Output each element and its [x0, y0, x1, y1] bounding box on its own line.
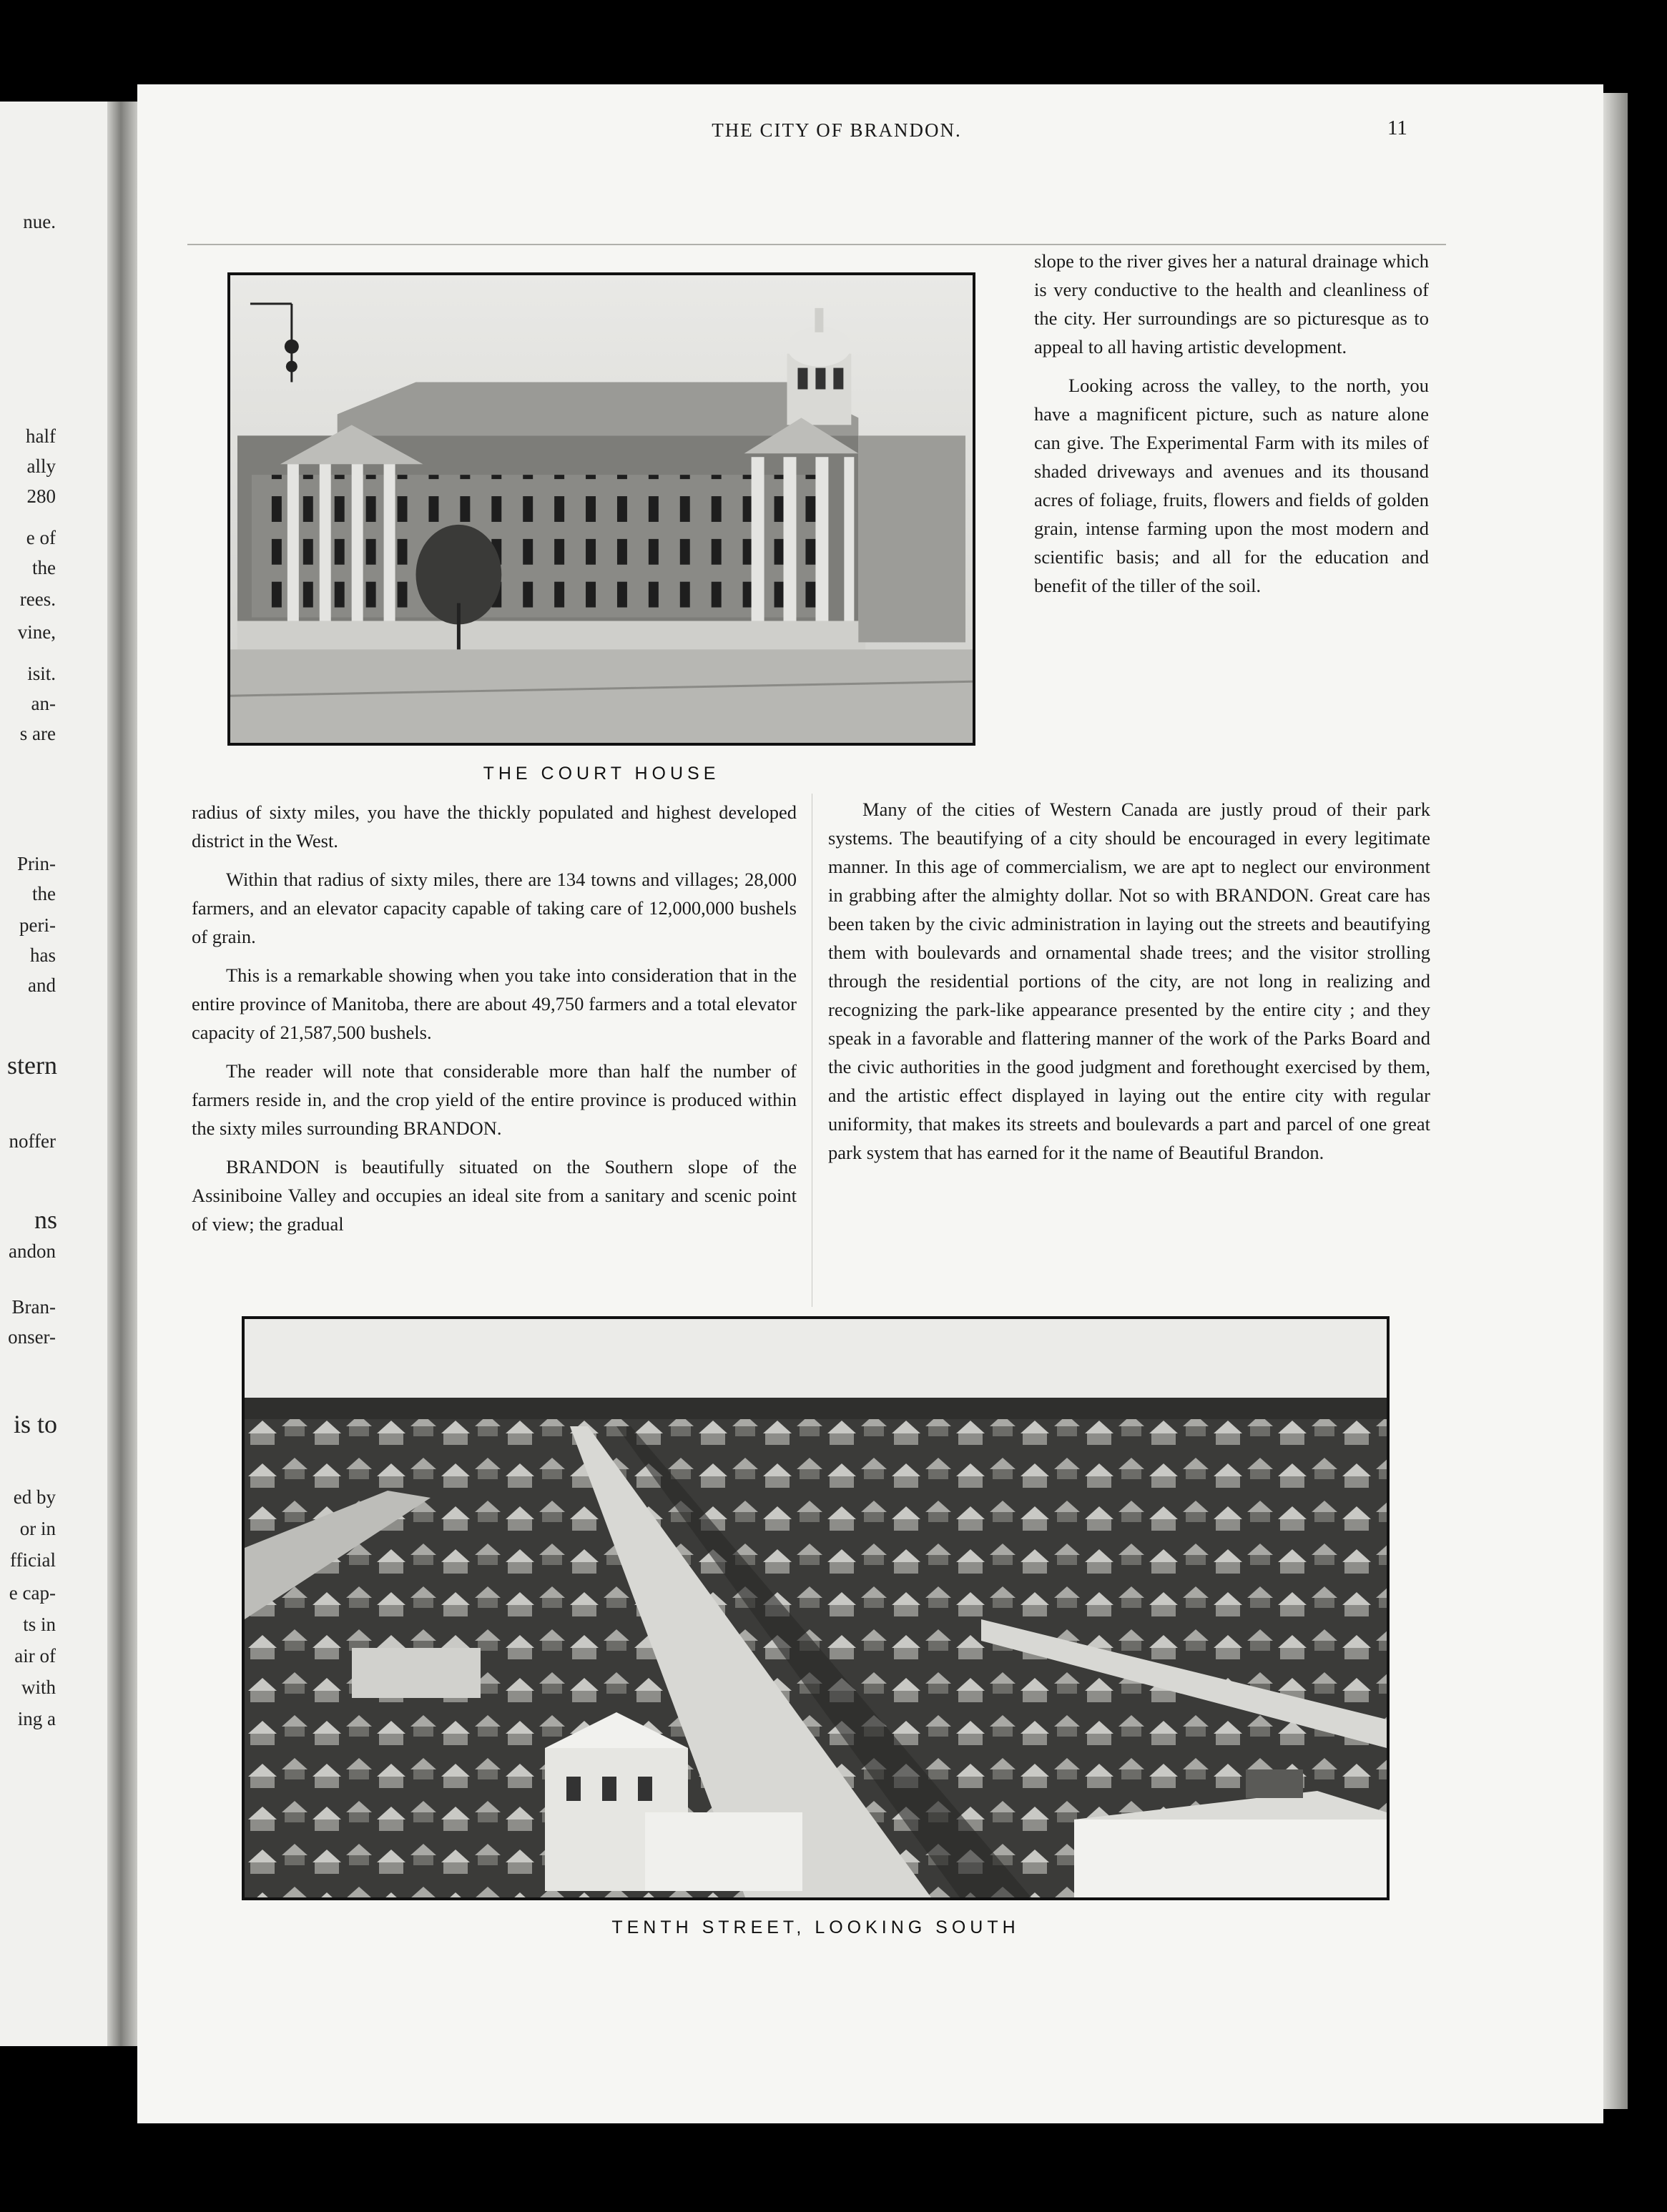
previous-page-fragment: [0, 522, 107, 553]
previous-page-fragment: [0, 939, 107, 971]
court-house-caption: THE COURT HOUSE: [483, 764, 720, 784]
previous-page-fragment: [0, 1408, 107, 1440]
previous-page-fragment: [0, 878, 107, 909]
previous-page-fragment: [0, 1544, 107, 1576]
header-rule: [187, 244, 1446, 245]
previous-page-fragment: [0, 1204, 107, 1235]
paragraph: radius of sixty miles, you have the thickly populated and highest developed district in the West.: [192, 801, 797, 851]
fragment-text: e of: [26, 527, 56, 548]
previous-page-fragment: [0, 1703, 107, 1734]
left-column: [192, 798, 797, 1248]
fragment-text: air of: [14, 1645, 56, 1667]
previous-page-fragment: [0, 480, 107, 512]
previous-page-fragment: [0, 552, 107, 583]
fragment-text: ed by: [13, 1486, 56, 1508]
previous-page-fragment: [0, 848, 107, 879]
fragment-text: andon: [9, 1240, 56, 1262]
fragment-text: ns: [34, 1205, 57, 1234]
fragment-text: onser-: [8, 1326, 56, 1348]
fragment-text: Prin-: [17, 853, 56, 874]
paragraph: The reader will note that considerable more than half the number of farmers reside in, and the crop yield of the entire province is produced within the sixty miles surrounding BRANDON.: [192, 1060, 797, 1139]
fragment-text: s are: [19, 723, 56, 744]
fragment-text: vine,: [17, 621, 56, 643]
previous-page-fragment: [0, 1609, 107, 1640]
fragment-text: stern: [7, 1051, 57, 1080]
fragment-text: rees.: [19, 588, 56, 610]
fragment-text: 280: [26, 485, 56, 507]
previous-page-fragment: [0, 1481, 107, 1513]
previous-page-fragment: [0, 1672, 107, 1703]
previous-page-fragment: [0, 450, 107, 482]
previous-page-fragment: [0, 420, 107, 452]
book-gutter: [107, 102, 137, 2046]
fragment-text: e cap-: [9, 1582, 56, 1604]
fragment-text: ts in: [23, 1614, 56, 1635]
tenth-street-photo: [242, 1316, 1390, 1900]
right-column-top: [1034, 247, 1429, 610]
fragment-text: nue.: [23, 211, 56, 232]
running-head: THE CITY OF BRANDON.: [712, 119, 962, 141]
fragment-text: has: [30, 944, 56, 966]
fragment-text: is to: [13, 1410, 57, 1438]
fragment-text: ing a: [17, 1708, 56, 1729]
paragraph: Within that radius of sixty miles, there are 134 towns and villages; 28,000 farmers, and an elevator capacity capable of taking care of 12,000,000 bushels of grain.: [192, 869, 797, 947]
previous-page-margin: [0, 102, 107, 2046]
fragment-text: fficial: [10, 1549, 56, 1571]
tenth-street-caption: TENTH STREET, LOOKING SOUTH: [611, 1917, 1020, 1937]
fragment-text: noffer: [9, 1130, 56, 1152]
previous-page-fragment: [0, 1050, 107, 1081]
fragment-text: Bran-: [11, 1296, 56, 1318]
page-edge: [1603, 93, 1628, 2109]
paragraph: Looking across the valley, to the north, you have a magnificent picture, such as nature alone can give. The Experimental Farm with its miles of shaded driveways and avenues and its thousand acres of foliage, fruits, flowers and fields of golden grain, intense farming upon the most modern and scientific basis; and all for the education and benefit of the tiller of the soil.: [1034, 375, 1429, 596]
previous-page-fragment: [0, 1640, 107, 1672]
paragraph: slope to the river gives her a natural drainage which is very conductive to the health and cleanliness of the city. Her surroundings are so picturesque as to appeal to all having artistic development.: [1034, 250, 1429, 357]
previous-page-fragment: [0, 616, 107, 648]
previous-page-fragment: [0, 658, 107, 689]
right-column-middle: [828, 795, 1430, 1177]
court-house-photo: [227, 272, 975, 746]
fragment-text: an-: [31, 693, 56, 714]
fragment-text: half: [26, 425, 56, 447]
previous-page-fragment: [0, 1235, 107, 1267]
paragraph: This is a remarkable showing when you take into consideration that in the entire province of Manitoba, there are about 49,750 farmers and a total elevator capacity of 21,587,500 bushels.: [192, 964, 797, 1043]
previous-page-fragment: [0, 718, 107, 749]
previous-page-fragment: [0, 1321, 107, 1353]
previous-page-fragment: [0, 1577, 107, 1609]
page-number: 11: [1387, 117, 1407, 139]
fragment-text: and: [28, 974, 56, 996]
fragment-text: with: [21, 1677, 56, 1698]
previous-page-fragment: [0, 688, 107, 719]
previous-page-fragment: [0, 1291, 107, 1323]
paragraph: BRANDON is beautifully situated on the Southern slope of the Assiniboine Valley and occupies an ideal site from a sanitary and scenic point of view; the gradual: [192, 1156, 797, 1235]
fragment-text: the: [32, 557, 56, 578]
fragment-text: the: [32, 883, 56, 904]
paragraph: Many of the cities of Western Canada are justly proud of their park systems. The beautifying of a city should be encouraged in every legitimate manner. In this age of commercialism, we are apt to neglect our environment in grabbing after the almighty dollar. Not so with BRANDON. Great care has been taken by the civic administration in laying out the streets and beautifying them with boulevards and ornamental shade trees; and the visitor strolling through the residential portions of the city, are not long in realizing and recognizing the park-like appearance presented by the entire city ; and they speak in a favorable and flattering manner of the work of the Parks Board and the civic authorities in the good judgment and forethought exercised by them, and the artistic effect displayed in laying out the entire city with regular uniformity, that makes its streets and boulevards a part and parcel of one great park system that has earned for it the name of Beautiful Brandon.: [828, 799, 1430, 1163]
previous-page-fragment: [0, 909, 107, 941]
previous-page-fragment: [0, 969, 107, 1001]
previous-page-fragment: [0, 206, 107, 237]
previous-page-fragment: [0, 1513, 107, 1544]
fragment-text: isit.: [27, 663, 56, 684]
fragment-text: or in: [19, 1518, 56, 1539]
previous-page-fragment: [0, 583, 107, 615]
previous-page-fragment: [0, 1125, 107, 1157]
fragment-text: ally: [26, 455, 56, 477]
fragment-text: peri-: [19, 914, 56, 936]
